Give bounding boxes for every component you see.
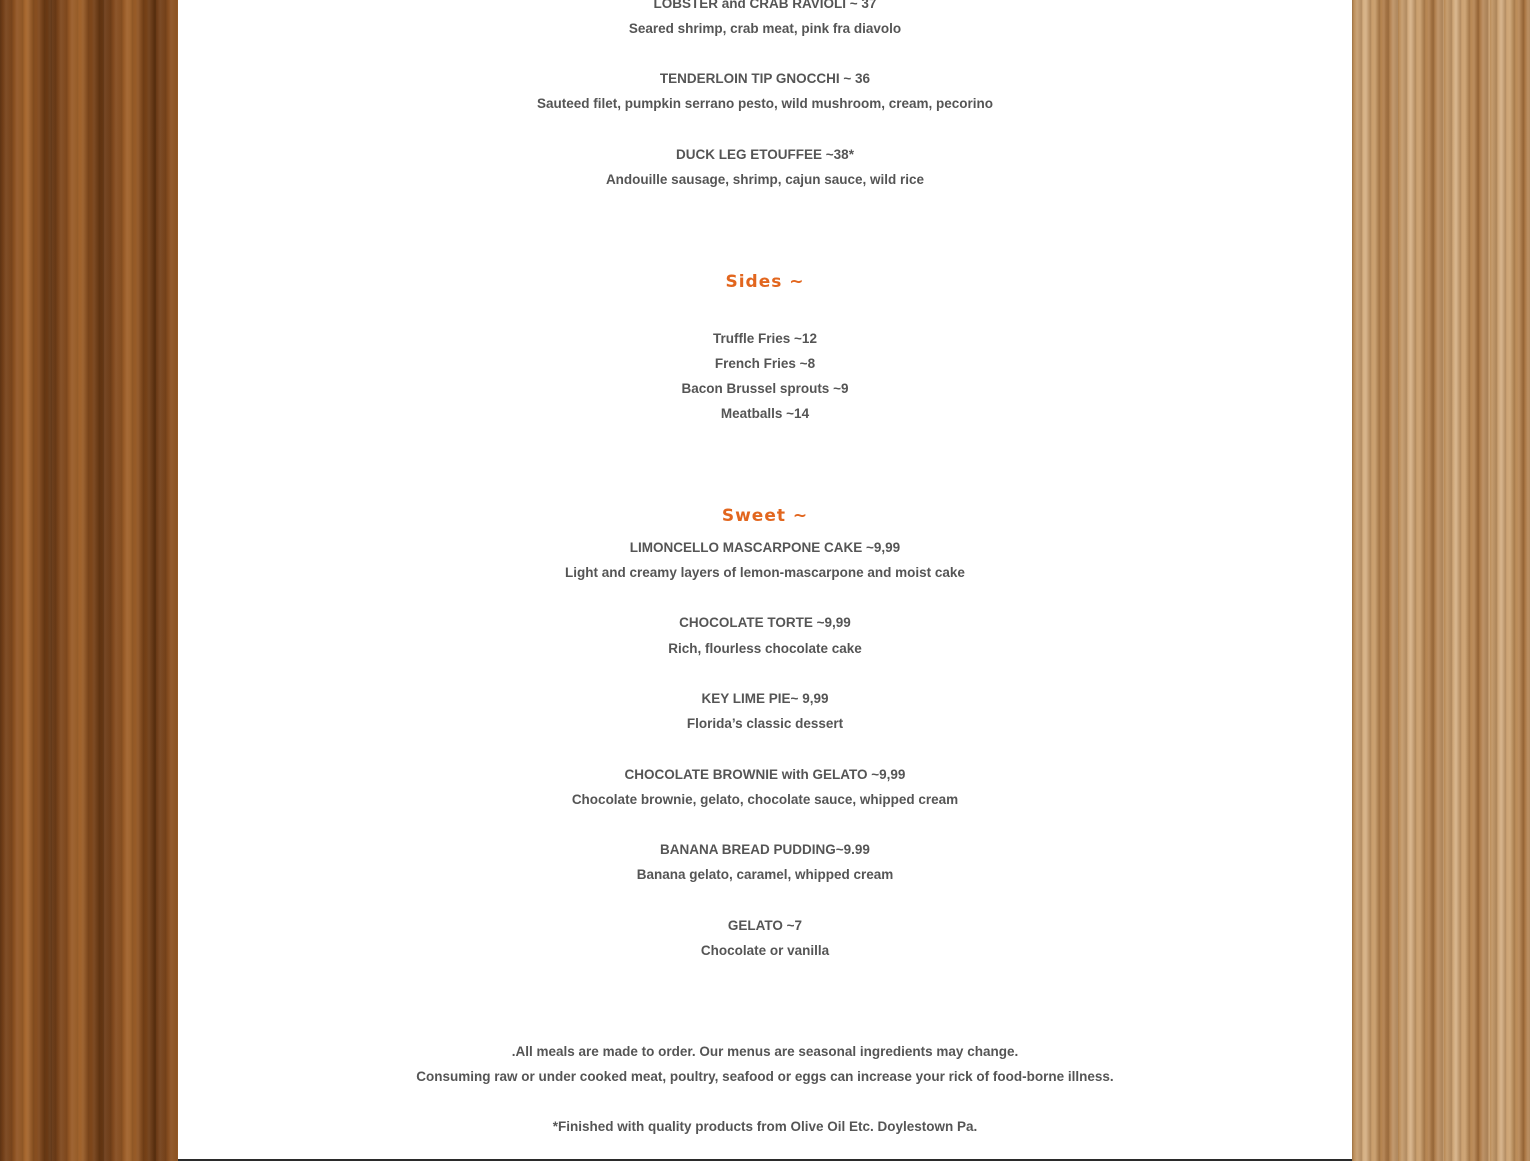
wood-background-left: [0, 0, 178, 1161]
side-item: Meatballs ~14: [720, 406, 810, 421]
dessert-description: Florida’s classic dessert: [686, 716, 844, 731]
menu-item-description: Andouille sausage, shrimp, cajun sauce, wild rice: [605, 172, 925, 187]
dessert-name: LIMONCELLO MASCARPONE CAKE ~9,99: [629, 540, 901, 555]
dessert-name: KEY LIME PIE~ 9,99: [701, 691, 829, 706]
side-item: Bacon Brussel sprouts ~9: [681, 381, 849, 396]
menu-item-description: Sauteed filet, pumpkin serrano pesto, wild mushroom, cream, pecorino: [536, 96, 994, 111]
dessert-description: Chocolate brownie, gelato, chocolate sauce, whipped cream: [571, 792, 959, 807]
section-heading-sides: Sides ~: [725, 272, 805, 292]
section-heading-sweet: Sweet ~: [721, 506, 809, 526]
dessert-description: Light and creamy layers of lemon-mascarpone and moist cake: [565, 565, 965, 580]
dessert-name: CHOCOLATE BROWNIE with GELATO ~9,99: [624, 767, 906, 782]
menu-item-description: Seared shrimp, crab meat, pink fra diavolo: [628, 21, 902, 36]
dessert-name: BANANA BREAD PUDDING~9.99: [660, 842, 870, 857]
menu-item-name: TENDERLOIN TIP GNOCCHI ~ 36: [659, 71, 871, 86]
menu-panel: [178, 0, 1352, 1161]
menu-item-name: LOBSTER and CRAB RAVIOLI ~ 37: [653, 0, 877, 11]
footer-note-health-warning: Consuming raw or under cooked meat, poultry, seafood or eggs can increase your rick of food-borne illness.: [416, 1069, 1114, 1084]
dessert-description: Rich, flourless chocolate cake: [668, 641, 862, 656]
dessert-name: GELATO ~7: [727, 918, 803, 933]
dessert-name: CHOCOLATE TORTE ~9,99: [679, 615, 851, 630]
dessert-description: Banana gelato, caramel, whipped cream: [636, 867, 894, 882]
menu-item-name: DUCK LEG ETOUFFEE ~38*: [676, 147, 854, 162]
dessert-description: Chocolate or vanilla: [700, 943, 830, 958]
side-item: French Fries ~8: [714, 356, 816, 371]
footer-note-supplier: *Finished with quality products from Olive Oil Etc. Doylestown Pa.: [552, 1119, 978, 1134]
footer-note-seasonal: .All meals are made to order. Our menus are seasonal ingredients may change.: [511, 1044, 1019, 1059]
side-item: Truffle Fries ~12: [713, 331, 817, 346]
wood-background-right: [1352, 0, 1530, 1161]
